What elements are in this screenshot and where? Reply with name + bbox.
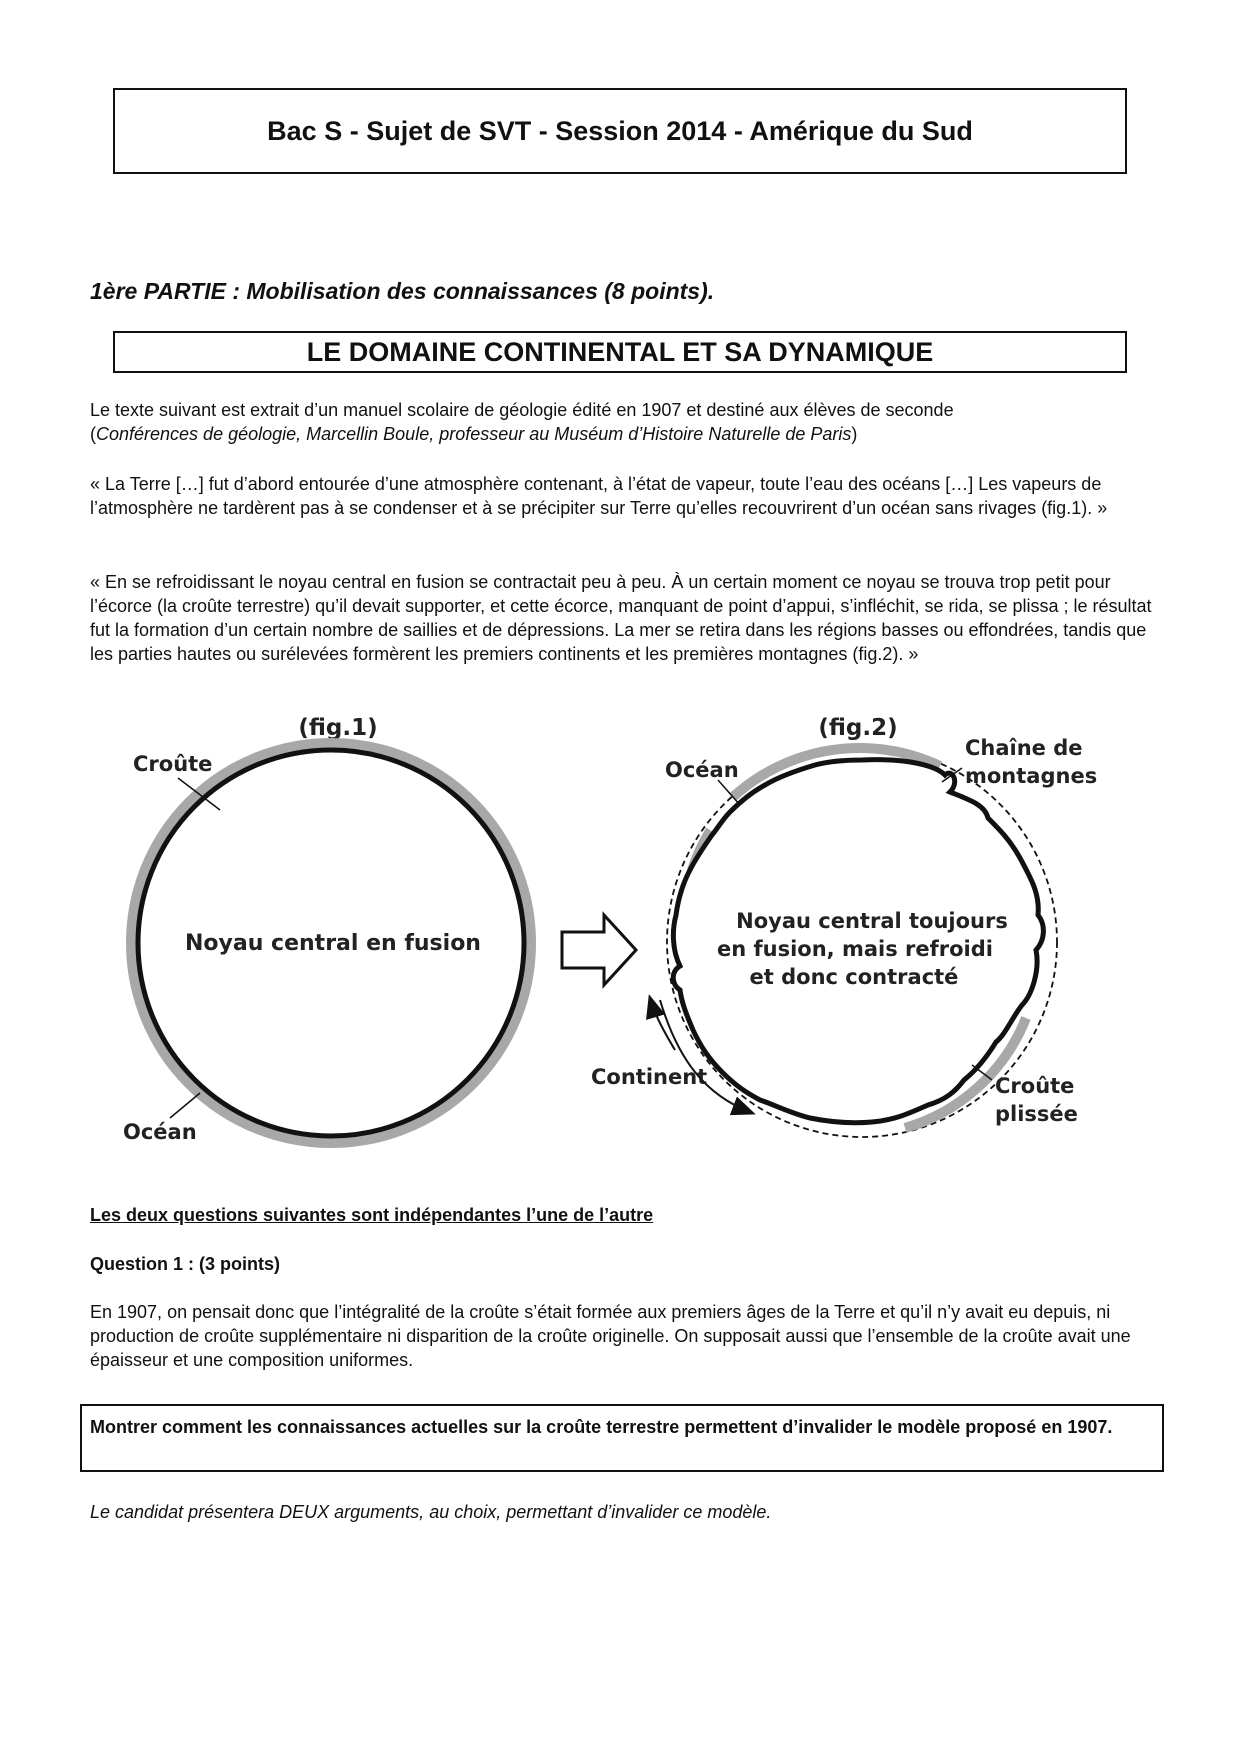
domain-title: LE DOMAINE CONTINENTAL ET SA DYNAMIQUE — [306, 336, 934, 367]
earth-model-figure — [0, 700, 1240, 1160]
question-1-task-box — [80, 1404, 1164, 1472]
fig2-folded-label-2: plissée — [995, 1102, 1078, 1126]
question-1-label: Question 1 : (3 points) — [90, 1254, 281, 1274]
fig2-continent-label: Continent — [591, 1065, 708, 1089]
question-1-context: En 1907, on pensait donc que l’intégralité de la croûte s’était formée aux premiers âges de la Terre et qu’il n’y avait eu depuis, ni production de croûte supplémentaire ni disparition de la croûte originelle. On supposait aussi que l’ensemble de la croûte avait une épaisseur et une composition uniformes. — [90, 1302, 1131, 1370]
fig2-core-label-3: et donc contracté — [749, 965, 959, 989]
quote-paragraph-1: « La Terre […] fut d’abord entourée d’une atmosphère contenant, à l’état de vapeur, toute l’eau des océans […] Les vapeurs de l’atmosphère ne tardèrent pas à se condenser et à se précipiter sur Terre qu’elles recouvrirent d’un océan sans rivages (fig.1). » — [90, 474, 1108, 518]
fig2-folded-label-1: Croûte — [995, 1074, 1075, 1098]
fig2-core-label-1: Noyau central toujours — [736, 909, 1008, 933]
fig2-label: (fig.2) — [818, 715, 898, 741]
fig1-core-label: Noyau central en fusion — [185, 931, 481, 956]
fig2-ocean-label: Océan — [665, 758, 739, 782]
fig2-mountains-label-1: Chaîne de — [965, 736, 1083, 760]
question-1-task: Montrer comment les connaissances actuelles sur la croûte terrestre permettent d’invalider le modèle proposé en 1907. — [90, 1417, 1113, 1437]
intro-paren-open: ( — [90, 424, 96, 444]
intro-text: Le texte suivant est extrait d’un manuel scolaire de géologie édité en 1907 et destiné aux élèves de seconde — [90, 400, 954, 420]
intro-paragraph — [90, 398, 1160, 446]
document-title: Bac S - Sujet de SVT - Session 2014 - Amérique du Sud — [267, 115, 973, 146]
fig2-mountains-label-2: montagnes — [965, 764, 1098, 788]
questions-intro: Les deux questions suivantes sont indépendantes l’une de l’autre — [90, 1205, 654, 1225]
question-1-note: Le candidat présentera DEUX arguments, au choix, permettant d’invalider ce modèle. — [90, 1502, 772, 1522]
intro-source: Conférences de géologie, Marcellin Boule, professeur au Muséum d’Histoire Naturelle de Paris — [96, 424, 852, 444]
transition-arrow-icon — [562, 915, 636, 985]
fig1-label: (fig.1) — [298, 715, 378, 741]
fig1-ocean-pointer — [170, 1093, 200, 1118]
fig1-ocean-label: Océan — [123, 1120, 197, 1144]
document-title-box — [113, 88, 1127, 174]
intro-paren-close: ) — [851, 424, 858, 444]
domain-title-box — [113, 331, 1127, 373]
quote-paragraph-2: « En se refroidissant le noyau central en fusion se contractait peu à peu. À un certain moment ce noyau se trouva trop petit pour l’écorce (la croûte terrestre) qu’il devait supporter, et cette écorce, manquant de point d’appui, s’infléchit, se rida, se plissa ; le résultat fut la formation d’un certain nombre de saillies et de dépressions. La mer se retira dans les régions basses ou effondrées, tandis que les parties hautes ou surélevées formèrent les premiers continents et les premières montagnes (fig.2). » — [90, 572, 1152, 664]
part-heading: 1ère PARTIE : Mobilisation des connaissances (8 points). — [90, 278, 715, 304]
fig2-core-label-2: en fusion, mais refroidi — [717, 937, 993, 961]
fig1-crust-label: Croûte — [133, 752, 213, 776]
